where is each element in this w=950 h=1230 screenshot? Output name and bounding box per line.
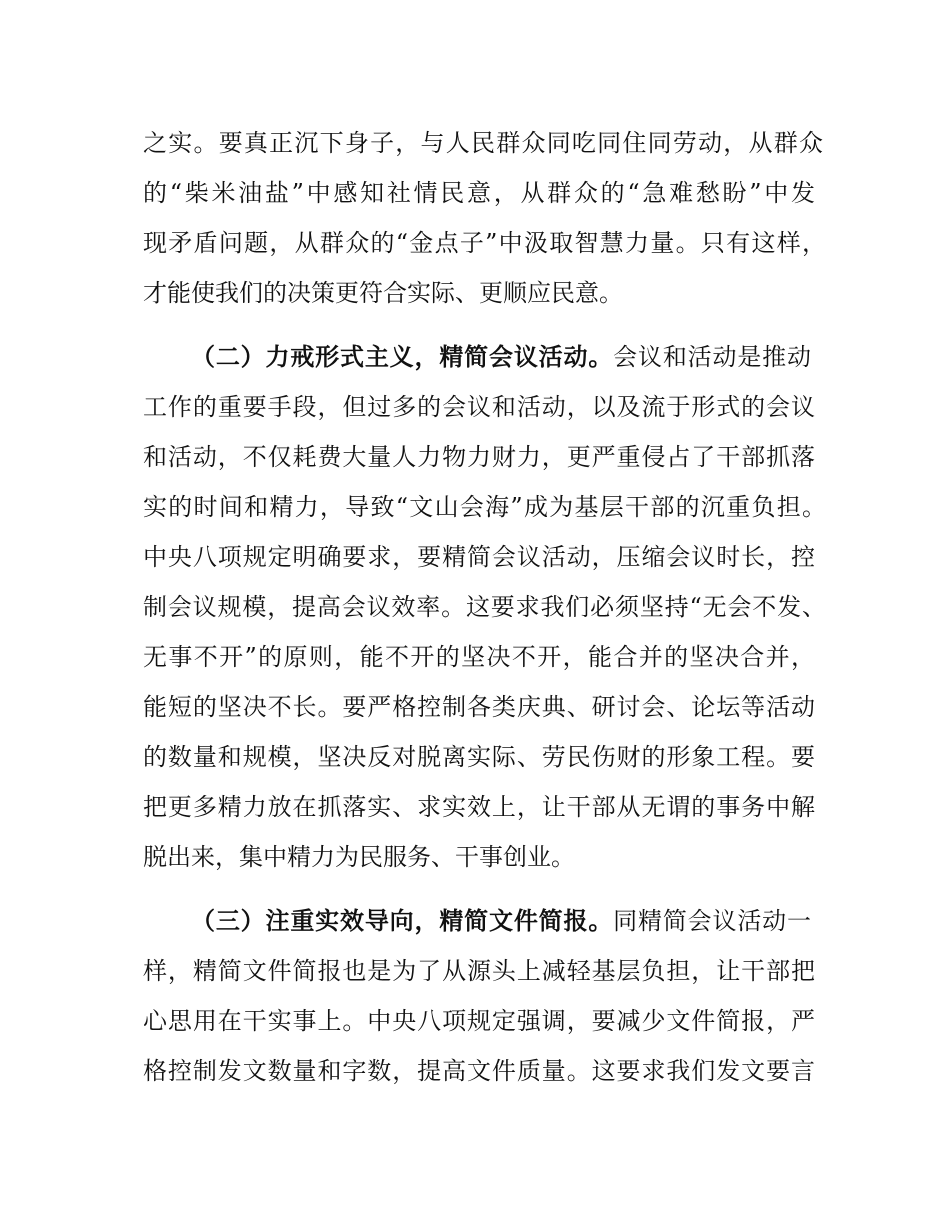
paragraph-2-line-8: 能短的坚决不长。要严格控制各类庆典、研讨会、论坛等活动 xyxy=(143,693,815,721)
paragraph-2-line-5: 中央八项规定明确要求，要精简会议活动，压缩会议时长，控 xyxy=(143,543,815,571)
paragraph-3-line-2: 样，精简文件简报也是为了从源头上减轻基层负担，让干部把 xyxy=(143,957,815,985)
paragraph-2-line-4: 实的时间和精力，导致“文山会海”成为基层干部的沉重负担。 xyxy=(143,493,826,521)
paragraph-1-line-1: 之实。要真正沉下身子，与人民群众同吃同住同劳动，从群众 xyxy=(143,129,823,157)
paragraph-2-line-10: 把更多精力放在抓落实、求实效上，让干部从无谓的事务中解 xyxy=(143,793,815,821)
paragraph-2-line-11: 脱出来，集中精力为民服务、干事创业。 xyxy=(143,843,575,871)
paragraph-3-line-3: 心思用在干实事上。中央八项规定强调，要减少文件简报，严 xyxy=(143,1007,815,1035)
paragraph-2-line-9: 的数量和规模，坚决反对脱离实际、劳民伤财的形象工程。要 xyxy=(143,743,815,771)
paragraph-1-line-4: 才能使我们的决策更符合实际、更顺应民意。 xyxy=(143,279,623,307)
paragraph-2-line-6: 制会议规模，提高会议效率。这要求我们必须坚持“无会不发、 xyxy=(143,593,826,621)
paragraph-3-first-line-text: 同精简会议活动一 xyxy=(613,907,812,935)
paragraph-2-first-line-text: 会议和活动是推动 xyxy=(613,343,812,371)
paragraph-1-line-3: 现矛盾问题，从群众的“金点子”中汲取智慧力量。只有这样， xyxy=(143,229,826,257)
paragraph-2-line-3: 和活动，不仅耗费大量人力物力财力，更严重侵占了干部抓落 xyxy=(143,443,815,471)
paragraph-2-line-1 xyxy=(191,337,811,377)
section-heading-2: （二）力戒形式主义，精简会议活动。 xyxy=(191,343,614,371)
paragraph-3-line-4: 格控制发文数量和字数，提高文件质量。这要求我们发文要言 xyxy=(143,1057,815,1085)
section-heading-3: （三）注重实效导向，精简文件简报。 xyxy=(191,907,614,935)
paragraph-3-line-1 xyxy=(191,901,811,941)
paragraph-2-line-7: 无事不开”的原则，能不开的坚决不开，能合并的坚决合并， xyxy=(143,643,815,671)
paragraph-1-line-2: 的“柴米油盐”中感知社情民意，从群众的“急难愁盼”中发 xyxy=(143,179,815,207)
paragraph-2-line-2: 工作的重要手段，但过多的会议和活动，以及流于形式的会议 xyxy=(143,393,815,421)
